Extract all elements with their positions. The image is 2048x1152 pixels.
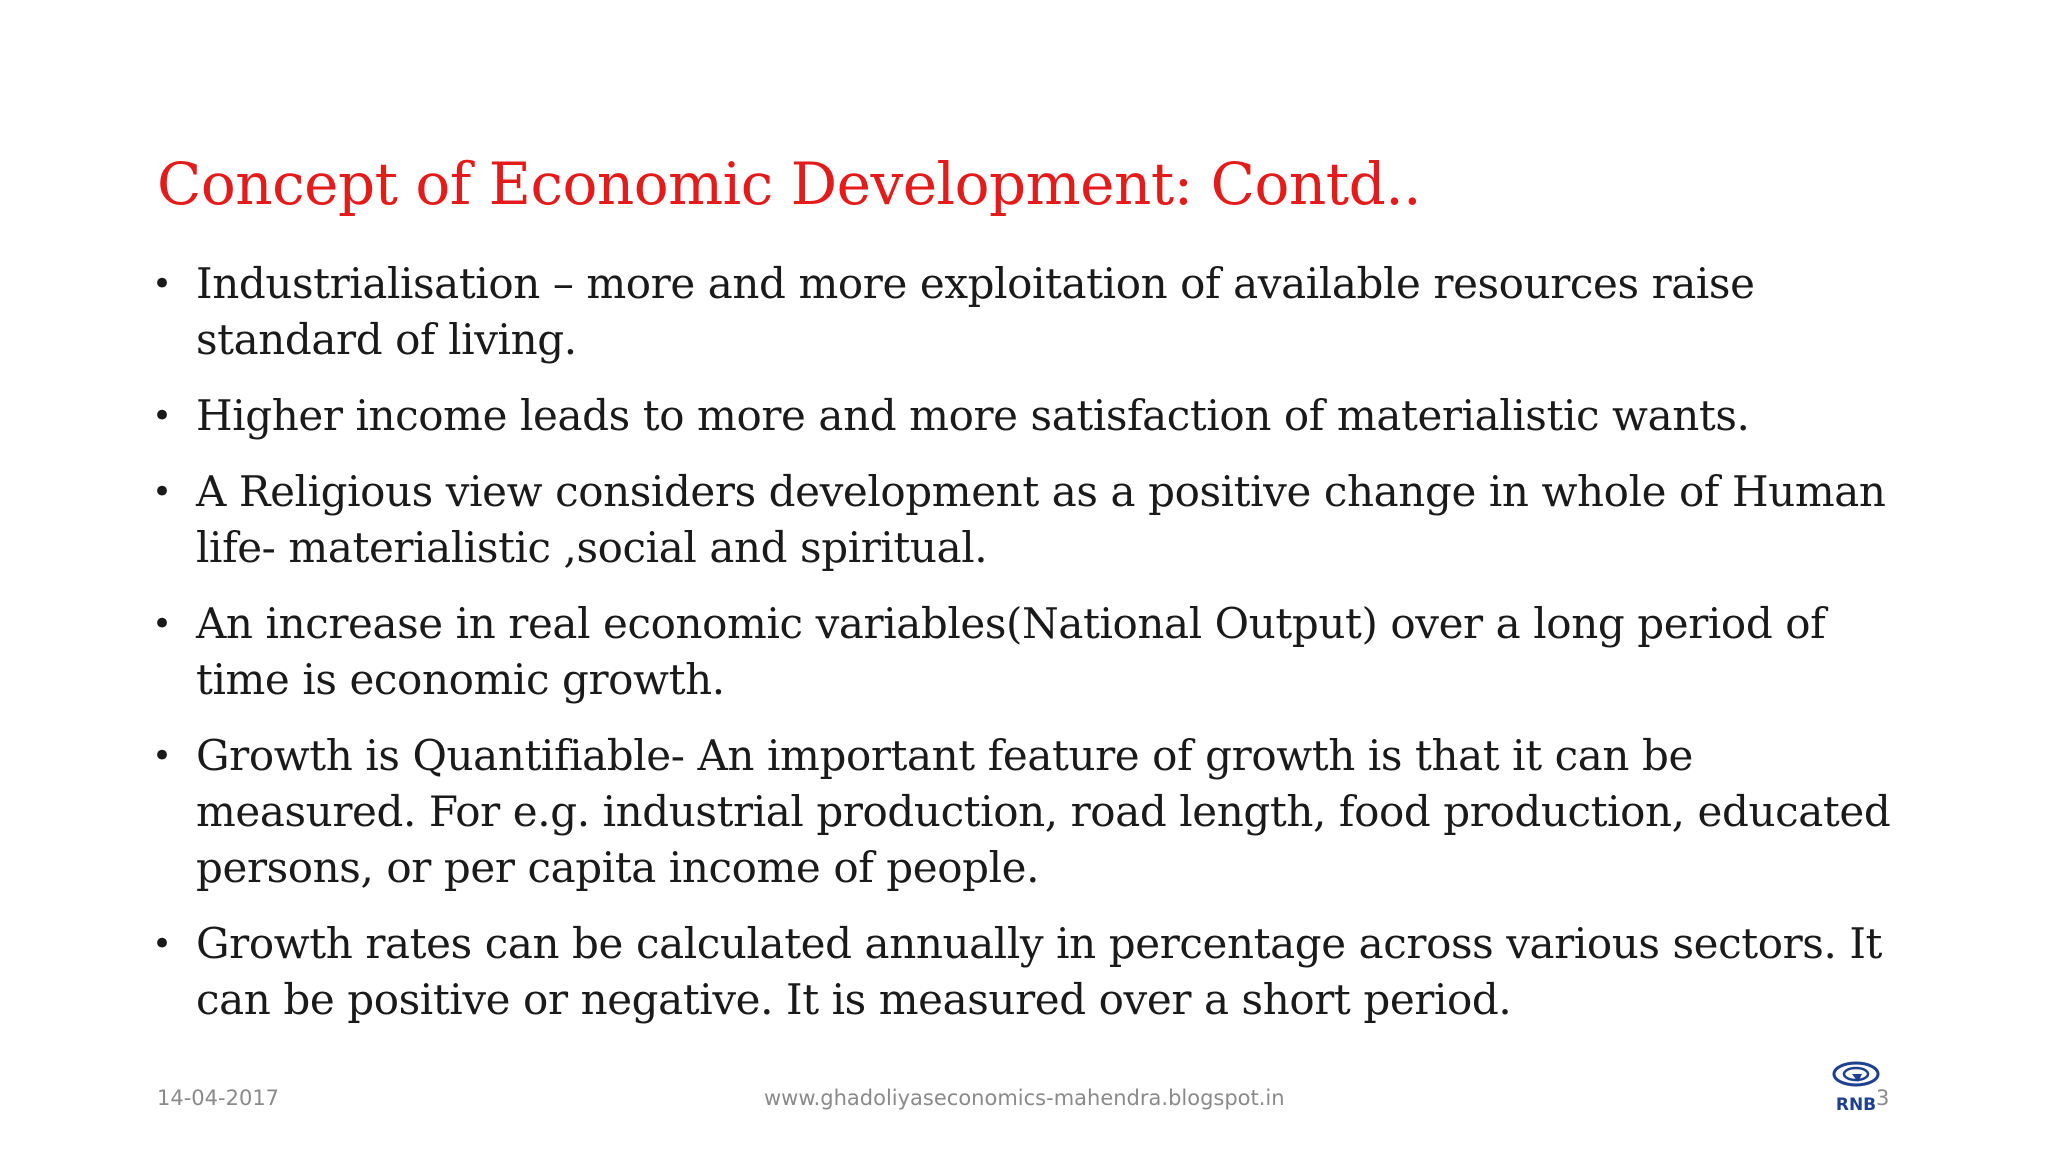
bullet-icon: • <box>152 264 172 304</box>
bullet-item <box>150 464 1910 576</box>
footer-url: www.ghadoliyaseconomics-mahendra.blogspot.in <box>764 1086 1285 1110</box>
bullet-icon: • <box>152 396 172 436</box>
footer-date: 14-04-2017 <box>157 1086 280 1110</box>
bullet-text: An increase in real economic variables(National Output) over a long period of time is economic growth. <box>196 599 1826 704</box>
slide-title: Concept of Economic Development: Contd.. <box>157 150 1422 218</box>
bullet-item <box>150 916 1910 1028</box>
bullet-list <box>150 256 1910 1048</box>
bullet-text: Industrialisation – more and more exploitation of available resources raise standard of living. <box>196 259 1755 364</box>
bullet-icon: • <box>152 924 172 964</box>
bullet-icon: • <box>152 736 172 776</box>
bullet-item <box>150 256 1910 368</box>
bullet-text: Higher income leads to more and more satisfaction of materialistic wants. <box>196 391 1750 440</box>
bullet-text: Growth rates can be calculated annually in percentage across various sectors. It can be positive or negative. It is measured over a short period. <box>196 919 1883 1024</box>
bullet-text: Growth is Quantifiable- An important feature of growth is that it can be measured. For e.g. industrial production, road length, food production, educated persons, or per capita income of people. <box>196 731 1891 892</box>
bullet-item <box>150 596 1910 708</box>
bullet-item <box>150 728 1910 896</box>
bullet-item <box>150 388 1910 444</box>
bullet-icon: • <box>152 472 172 512</box>
page-number: 3 <box>1876 1086 1890 1110</box>
logo-text: RNB <box>1835 1095 1877 1115</box>
bullet-icon: • <box>152 604 172 644</box>
bullet-text: A Religious view considers development as a positive change in whole of Human life- materialistic ,social and spiritual. <box>196 467 1886 572</box>
